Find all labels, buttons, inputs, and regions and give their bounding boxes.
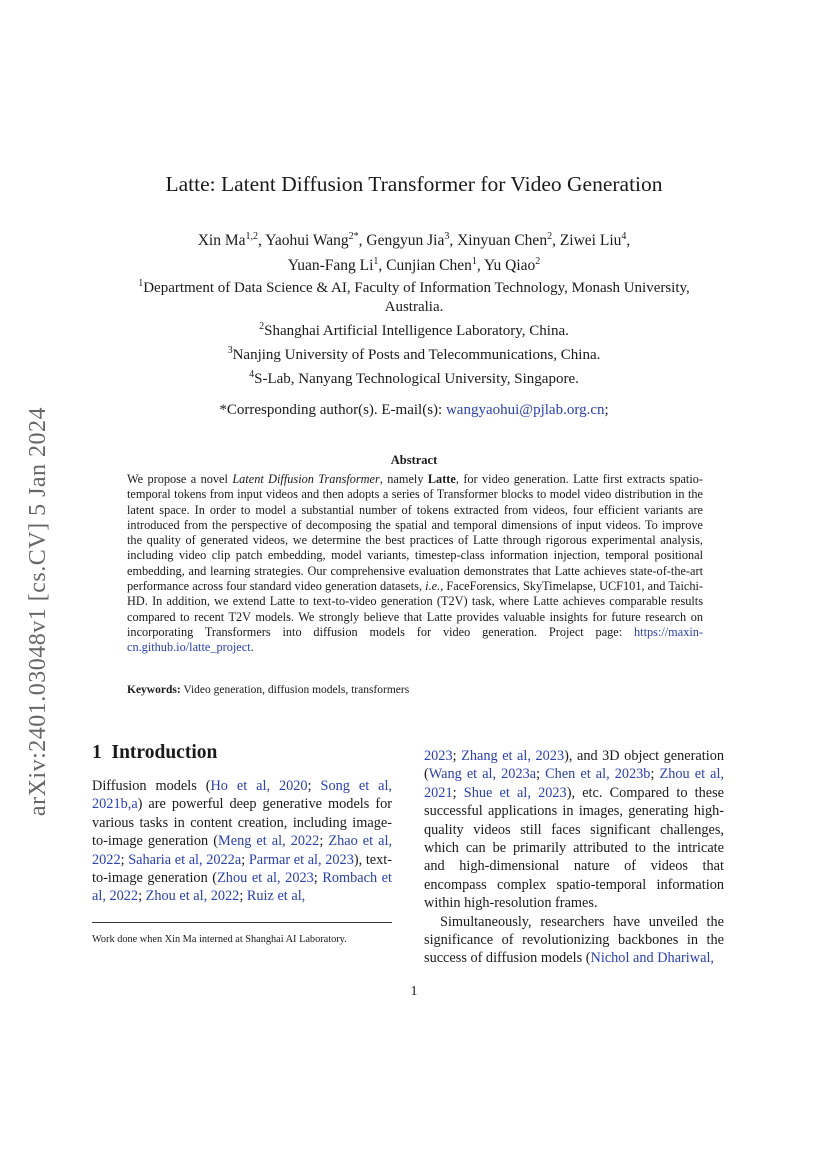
body-text: ), and 3D object generation ( bbox=[424, 748, 724, 783]
body-text: ; bbox=[319, 833, 329, 850]
citation-link[interactable]: Song et al, 2021b,a bbox=[92, 778, 393, 813]
body-text: ; bbox=[138, 888, 146, 905]
affiliation-list bbox=[120, 274, 708, 389]
affiliation-line bbox=[120, 341, 708, 365]
citation-link[interactable]: Zhou et al, 2021 bbox=[424, 766, 725, 801]
intro-paragraph bbox=[424, 747, 724, 913]
author-name: Xin Ma bbox=[197, 232, 246, 250]
intro-left-column bbox=[92, 777, 392, 906]
affiliation-line bbox=[120, 274, 708, 317]
arxiv-identifier bbox=[20, 376, 58, 846]
body-text: ; bbox=[239, 888, 247, 905]
citation-link[interactable]: Rombach et al, 2022 bbox=[92, 870, 392, 905]
author-separator: , bbox=[258, 232, 266, 250]
body-text: ; bbox=[452, 748, 462, 764]
correspondence-prefix: *Corresponding author(s). E-mail(s): bbox=[219, 402, 446, 418]
keywords-text: Video generation, diffusion models, transformers bbox=[180, 684, 410, 696]
citation-link[interactable]: Wang et al, 2023a bbox=[428, 766, 537, 783]
affiliation-text: Nanjing University of Posts and Telecommunications, China. bbox=[232, 347, 601, 363]
project-page-link[interactable]: https://maxin-cn.github.io/latte_project bbox=[127, 624, 703, 655]
keywords-line bbox=[127, 684, 703, 696]
email-link[interactable]: wangyaohui@pjlab.org.cn bbox=[445, 402, 605, 418]
author-separator: , bbox=[626, 232, 631, 250]
author-name: Cunjian Chen bbox=[386, 257, 472, 275]
author-separator: , bbox=[476, 257, 485, 275]
body-text: ; bbox=[452, 784, 464, 801]
citation-link[interactable]: 2023 bbox=[424, 748, 453, 764]
correspondence-suffix: ; bbox=[604, 402, 609, 418]
affiliation-line bbox=[120, 365, 708, 389]
author-separator: , bbox=[378, 257, 387, 275]
author-affiliation-mark: 1 bbox=[373, 256, 379, 268]
page-number: 1 bbox=[410, 984, 418, 999]
affiliation-text: Department of Data Science & AI, Faculty of Information Technology, Monash University, Australia. bbox=[143, 280, 690, 315]
body-text: ), etc. Compared to these successful applications in images, generating high-quality videos still faces significant challenges, which can be primarily attributed to the intricate and high-dimensional nature of videos that encompass complex spatio-temporal information within high-resolution frames. bbox=[424, 784, 725, 912]
author-list bbox=[110, 226, 718, 276]
body-text: ; bbox=[120, 851, 129, 868]
footnote-rule bbox=[92, 922, 392, 923]
citation-link[interactable]: Nichol and Dhariwal, bbox=[590, 950, 714, 967]
affiliation-text: S-Lab, Nanyang Technological University, Singapore. bbox=[254, 371, 579, 387]
author-affiliation-mark: 3 bbox=[444, 231, 450, 242]
abstract-emphasis: i.e. bbox=[425, 579, 441, 594]
author-separator: , bbox=[358, 232, 367, 250]
author-separator: , bbox=[449, 232, 458, 250]
citation-link[interactable]: Zhou et al, 2022 bbox=[145, 888, 240, 905]
body-text: Diffusion models ( bbox=[92, 778, 211, 794]
citation-link[interactable]: Zhou et al, 2023 bbox=[217, 870, 314, 887]
abstract-text: , for video generation. Latte first extracts spatio-temporal tokens from input videos and then adopts a series of Transformer blocks to model video distribution in the latent space. In order to model a substantial number of tokens extracted from videos, four efficient variants are introduced from the perspective of decomposing the spatial and temporal dimensions of input videos. To improve the quality of generated videos, we determine the best practices of Latte through rigorous experimental analysis, including video clip patch embedding, model variants, timestep-class information injection, temporal positional embedding, and learning strategies. Our comprehensive evaluation demonstrates that Latte achieves state-of-the-art performance across four standard video generation datasets, bbox=[127, 472, 704, 594]
affiliation-mark: 3 bbox=[227, 345, 233, 356]
citation-link[interactable]: Meng et al, 2022 bbox=[218, 833, 320, 850]
abstract-model-name: Latte bbox=[427, 472, 456, 486]
affiliation-line bbox=[120, 317, 708, 341]
citation-link[interactable]: Chen et al, 2023b bbox=[545, 766, 651, 783]
citation-link[interactable]: Zhang et al, 2023 bbox=[461, 748, 565, 764]
author-name: Yaohui Wang bbox=[265, 232, 349, 250]
author-affiliation-mark: 1,2 bbox=[245, 231, 259, 242]
citation-link[interactable]: Saharia et al, 2022a bbox=[128, 851, 242, 868]
citation-link[interactable]: Ruiz et al, bbox=[246, 888, 306, 905]
citation-link[interactable]: Parmar et al, 2023 bbox=[248, 851, 354, 868]
body-text: ), text-to-image generation ( bbox=[92, 851, 393, 887]
affiliation-mark: 4 bbox=[249, 369, 255, 380]
body-text: ; bbox=[307, 778, 321, 794]
section-title: Introduction bbox=[111, 742, 218, 763]
abstract-text: We propose a novel bbox=[127, 472, 233, 486]
citation-link[interactable]: Ho et al, 2020 bbox=[210, 778, 308, 794]
author-name: Yuan-Fang Li bbox=[287, 257, 374, 275]
affiliation-mark: 1 bbox=[138, 278, 144, 289]
body-text: ) are powerful deep generative models for various tasks in content creation, including image-to-image generation ( bbox=[92, 796, 392, 850]
author-name: Xinyuan Chen bbox=[457, 232, 548, 250]
body-text: ; bbox=[536, 766, 546, 783]
body-text: ; bbox=[241, 851, 249, 868]
author-affiliation-mark: 4 bbox=[621, 231, 627, 242]
paper-title: Latte: Latent Diffusion Transformer for Video Generation bbox=[165, 172, 663, 196]
author-name: Ziwei Liu bbox=[559, 232, 622, 250]
author-affiliation-mark: 2* bbox=[348, 231, 359, 242]
affiliation-mark: 2 bbox=[259, 321, 265, 332]
abstract-emphasis: Latent Diffusion Transformer bbox=[232, 472, 380, 486]
correspondence-line bbox=[0, 402, 828, 419]
section-heading bbox=[92, 742, 217, 764]
intro-right-column bbox=[424, 747, 724, 968]
keywords-label: Keywords: bbox=[127, 684, 181, 696]
abstract-body bbox=[127, 472, 703, 656]
affiliation-text: Shanghai Artificial Intelligence Laboratory, China. bbox=[264, 323, 569, 339]
body-text: Simultaneously, researchers have unveiled the significance of revolutionizing backbones in the success of diffusion models ( bbox=[424, 913, 724, 967]
intro-paragraph bbox=[424, 913, 724, 968]
abstract-heading: Abstract bbox=[390, 453, 438, 467]
abstract-text: , namely bbox=[379, 472, 428, 486]
author-separator: , bbox=[552, 232, 560, 250]
author-affiliation-mark: 2 bbox=[535, 256, 541, 268]
author-affiliation-mark: 1 bbox=[471, 256, 477, 268]
author-name: Gengyun Jia bbox=[366, 232, 445, 250]
body-text: ; bbox=[313, 870, 323, 887]
author-name: Yu Qiao bbox=[484, 257, 536, 275]
arxiv-identifier-text: arXiv:2401.03048v1 [cs.CV] 5 Jan 2024 bbox=[25, 406, 52, 816]
body-text: ; bbox=[650, 766, 660, 783]
citation-link[interactable]: Shue et al, 2023 bbox=[463, 784, 567, 801]
abstract-text: . bbox=[250, 640, 254, 655]
author-affiliation-mark: 2 bbox=[547, 231, 553, 242]
section-number: 1 bbox=[92, 742, 102, 763]
footnote: Work done when Xin Ma interned at Shanghai AI Laboratory. bbox=[92, 934, 347, 945]
abstract-text: , FaceForensics, SkyTimelapse, UCF101, and Taichi-HD. In addition, we extend Latte to text-to-video generation (T2V) task, where Latte achieves comparable results compared to recent T2V models. We strongly believe that Latte provides valuable insights for future research on incorporating Transformers into diffusion models for video generation. Project page: bbox=[127, 579, 703, 639]
citation-link[interactable]: Zhao et al, 2022 bbox=[92, 833, 393, 868]
